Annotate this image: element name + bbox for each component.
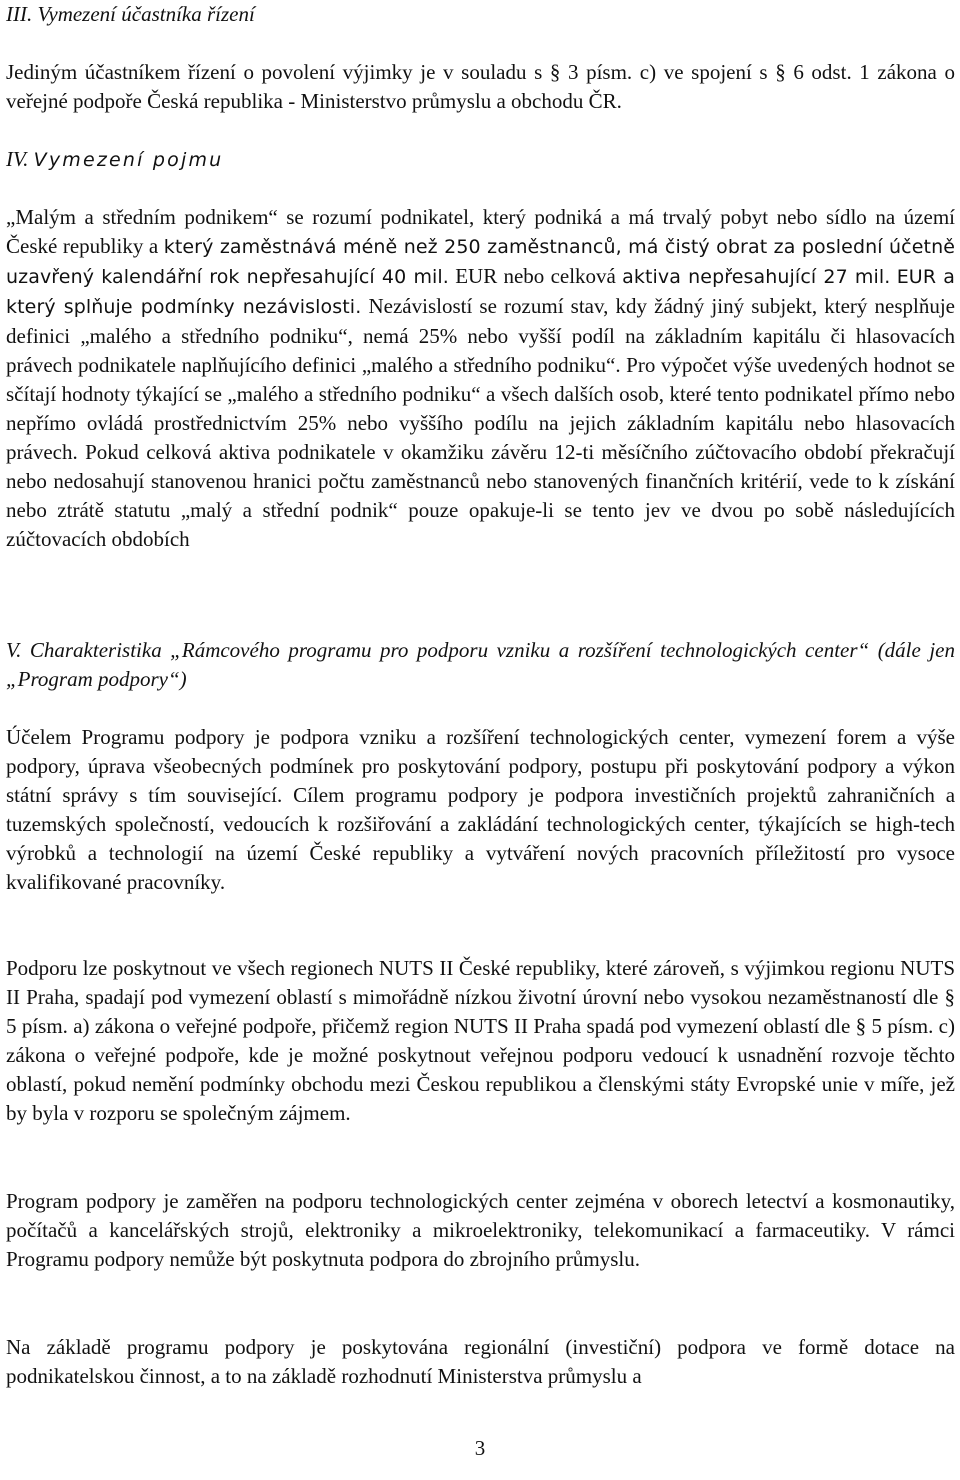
status-change-rule: Pokud celková aktiva podnikatele v okamžiku závěru 12-ti měsíčního zúčtovacího období překračují nebo nedosahují stanovenou hranici počtu zaměstnanců nebo stanovených finančních kritérií, vede to k získání nebo ztrátě statutu „malý a střední podnik“ pouze opakuje-li se tento jev ve dvou po sobě následujících zúčtovacích obdobích xyxy=(6,440,955,551)
sme-definition-independence: EUR a který splňuje podmínky nezávislosti. xyxy=(6,266,956,318)
sme-definition-assets: aktiva nepřesahující 27 mil. xyxy=(622,266,891,288)
section-5-paragraph-4 xyxy=(6,1333,955,1391)
sme-definition-eur-total: EUR nebo celková xyxy=(455,264,616,288)
section-4-heading-title: Vymezení pojmu xyxy=(33,149,224,171)
page-number: 3 xyxy=(474,1436,486,1460)
section-5-paragraph-1 xyxy=(6,723,955,897)
regions-paragraph: Podporu lze poskytnout ve všech regionech NUTS II České republiky, které zároveň, s výjimkou regionu NUTS II Praha, spadají pod vymezení oblastí s mimořádně nízkou životní úrovní nebo vysokou nezaměstnaností dle § 5 písm. a) zákona o veřejné podpoře, přičemž region NUTS II Praha spadá pod vymezení oblastí dle § 5 písm. c) zákona o veřejné podpoře, kde je možné poskytnout veřejnou podporu vedoucí k usnadnění rozvoje těchto oblastí, pokud nemění podmínky obchodu mezi Českou republikou a členskými státy Evropské unie v míře, jež by byla v rozporu se společným zájmem. xyxy=(6,956,955,1125)
section-5-paragraph-3 xyxy=(6,1187,955,1274)
sme-definition-intro: „Malým a středním podnikem“ se rozumí podnikatel, který podniká a má trvalý pobyt nebo sídlo na území České republiky a xyxy=(6,205,955,258)
program-goal: Cílem programu podpory je podpora investičních projektů zahraničních a tuzemských společností, vedoucích k rozšiřování a zakládání technologických center, týkajících se high-tech výrobků a technologií na území České republiky a vytváření nových pracovních příležitostí pro vysoce kvalifikované pracovníky. xyxy=(6,783,956,894)
independence-definition: Nezávislostí se rozumí stav, kdy žádný jiný subjekt, který nesplňuje definici „malého a středního podniku“, nemá 25% nebo vyšší podíl na základním kapitálu či hlasovacích právech podnikatele naplňujícího definici „malého a středního podniku“. xyxy=(6,294,956,377)
section-4-heading xyxy=(6,145,955,175)
section-5-paragraph-2 xyxy=(6,954,955,1128)
section-3-heading: III. Vymezení účastníka řízení xyxy=(6,2,255,26)
program-purpose: Účelem Programu podpory je podpora vzniku a rozšíření technologických center, vymezení forem a výše podpory, úprava všeobecných podmínek pro poskytování podpory, postupu při poskytování podpory a výkon státní správy s tím související. xyxy=(6,725,955,807)
calculation-rule: Pro výpočet výše uvedených hodnot se sčítají hodnoty týkající se „malého a středního podniku“ a všech dalších osob, které tento podnikatel přímo nebo nepřímo ovládá prostřednictvím 25% nebo vyššího podílu na jejich základním kapitálu nebo hlasovacích právech. xyxy=(6,353,955,464)
section-4-heading-prefix: IV. xyxy=(6,147,34,171)
support-form-paragraph: Na základě programu podpory je poskytována regionální (investiční) podpora ve formě dotace na podnikatelskou činnost, a to na základě rozhodnutí Ministerstva průmyslu a xyxy=(6,1335,955,1388)
section-3-body xyxy=(6,58,955,116)
section-4-heading-row xyxy=(6,145,955,175)
sme-definition-criteria: který zaměstnává méně než 250 zaměstnanců, má čistý obrat za poslední účetně uzavřený kalendářní rok nepřesahující 40 mil. xyxy=(6,236,956,288)
section-4-body xyxy=(6,203,955,554)
section-5-heading: V. Charakteristika „Rámcového programu pro podporu vzniku a rozšíření technologických center“ (dále jen „Program podpory“) xyxy=(6,638,955,691)
section-5-heading-row xyxy=(6,636,955,694)
section-3-paragraph: Jediným účastníkem řízení o povolení výjimky je v souladu s § 3 písm. c) ve spojení s § 6 odst. 1 zákona o veřejné podpoře Česká republika - Ministerstvo průmyslu a obchodu ČR. xyxy=(6,60,955,113)
program-focus-paragraph: Program podpory je zaměřen na podporu technologických center zejména v oborech letectví a kosmonautiky, počítačů a kancelářských strojů, elektroniky a mikroelektroniky, telekomunikací a farmaceutiky. V rámci Programu podpory nemůže být poskytnuta podpora do zbrojního průmyslu. xyxy=(6,1189,955,1271)
section-4-paragraph xyxy=(6,203,955,554)
program-purpose-paragraph xyxy=(6,723,955,897)
section-3 xyxy=(6,0,955,29)
